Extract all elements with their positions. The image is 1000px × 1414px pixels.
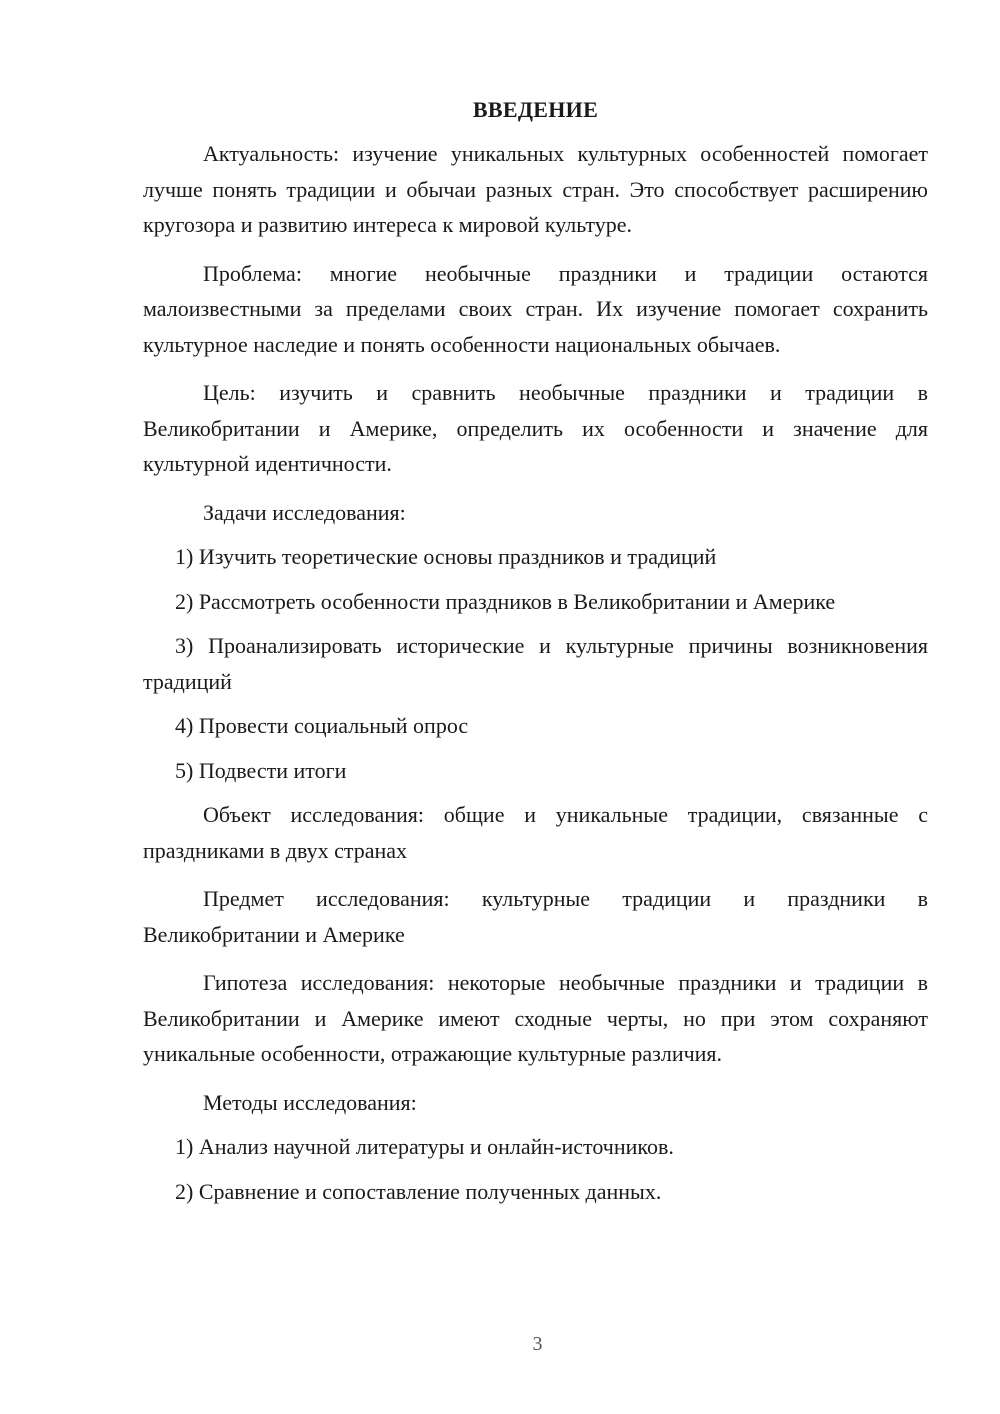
goal-paragraph: Цель: изучить и сравнить необычные праздники и традиции в Великобритании и Америке, определить их особенности и значение для культурной идентичности. [143, 380, 928, 476]
object-paragraph: Объект исследования: общие и уникальные традиции, связанные с праздниками в двух странах [143, 802, 928, 863]
method-item-2: 2) Сравнение и сопоставление полученных данных. [175, 1178, 662, 1204]
page-number: 3 [532, 1333, 543, 1355]
page-content [143, 94, 928, 1209]
section-title: ВВЕДЕНИЕ [472, 97, 599, 122]
method-item-1: 1) Анализ научной литературы и онлайн-источников. [175, 1134, 674, 1159]
task-item-4: 4) Провести социальный опрос [175, 713, 469, 738]
hypothesis-paragraph: Гипотеза исследования: некоторые необычные праздники и традиции в Великобритании и Америке имеют сходные черты, но при этом сохраняют уникальные особенности, отражающие культурные различия. [143, 970, 928, 1066]
subject-paragraph: Предмет исследования: культурные традиции и праздники в Великобритании и Америке [143, 886, 928, 947]
task-item-3: 3) Проанализировать исторические и культурные причины возникновения традиций [143, 633, 928, 694]
task-item-1: 1) Изучить теоретические основы праздников и традиций [175, 544, 717, 569]
task-item-2: 2) Рассмотреть особенности праздников в Великобритании и Америке [175, 588, 836, 614]
methods-heading: Методы исследования: [203, 1089, 417, 1115]
task-item-5: 5) Подвести итоги [175, 757, 347, 783]
relevance-paragraph: Актуальность: изучение уникальных культурных особенностей помогает лучше понять традиции и обычаи разных стран. Это способствует расширению кругозора и развитию интереса к мировой культуре. [143, 141, 928, 237]
tasks-heading: Задачи исследования: [203, 499, 406, 525]
problem-paragraph: Проблема: многие необычные праздники и традиции остаются малоизвестными за пределами своих стран. Их изучение помогает сохранить культурное наследие и понять особенности национальных обычаев. [143, 260, 928, 357]
